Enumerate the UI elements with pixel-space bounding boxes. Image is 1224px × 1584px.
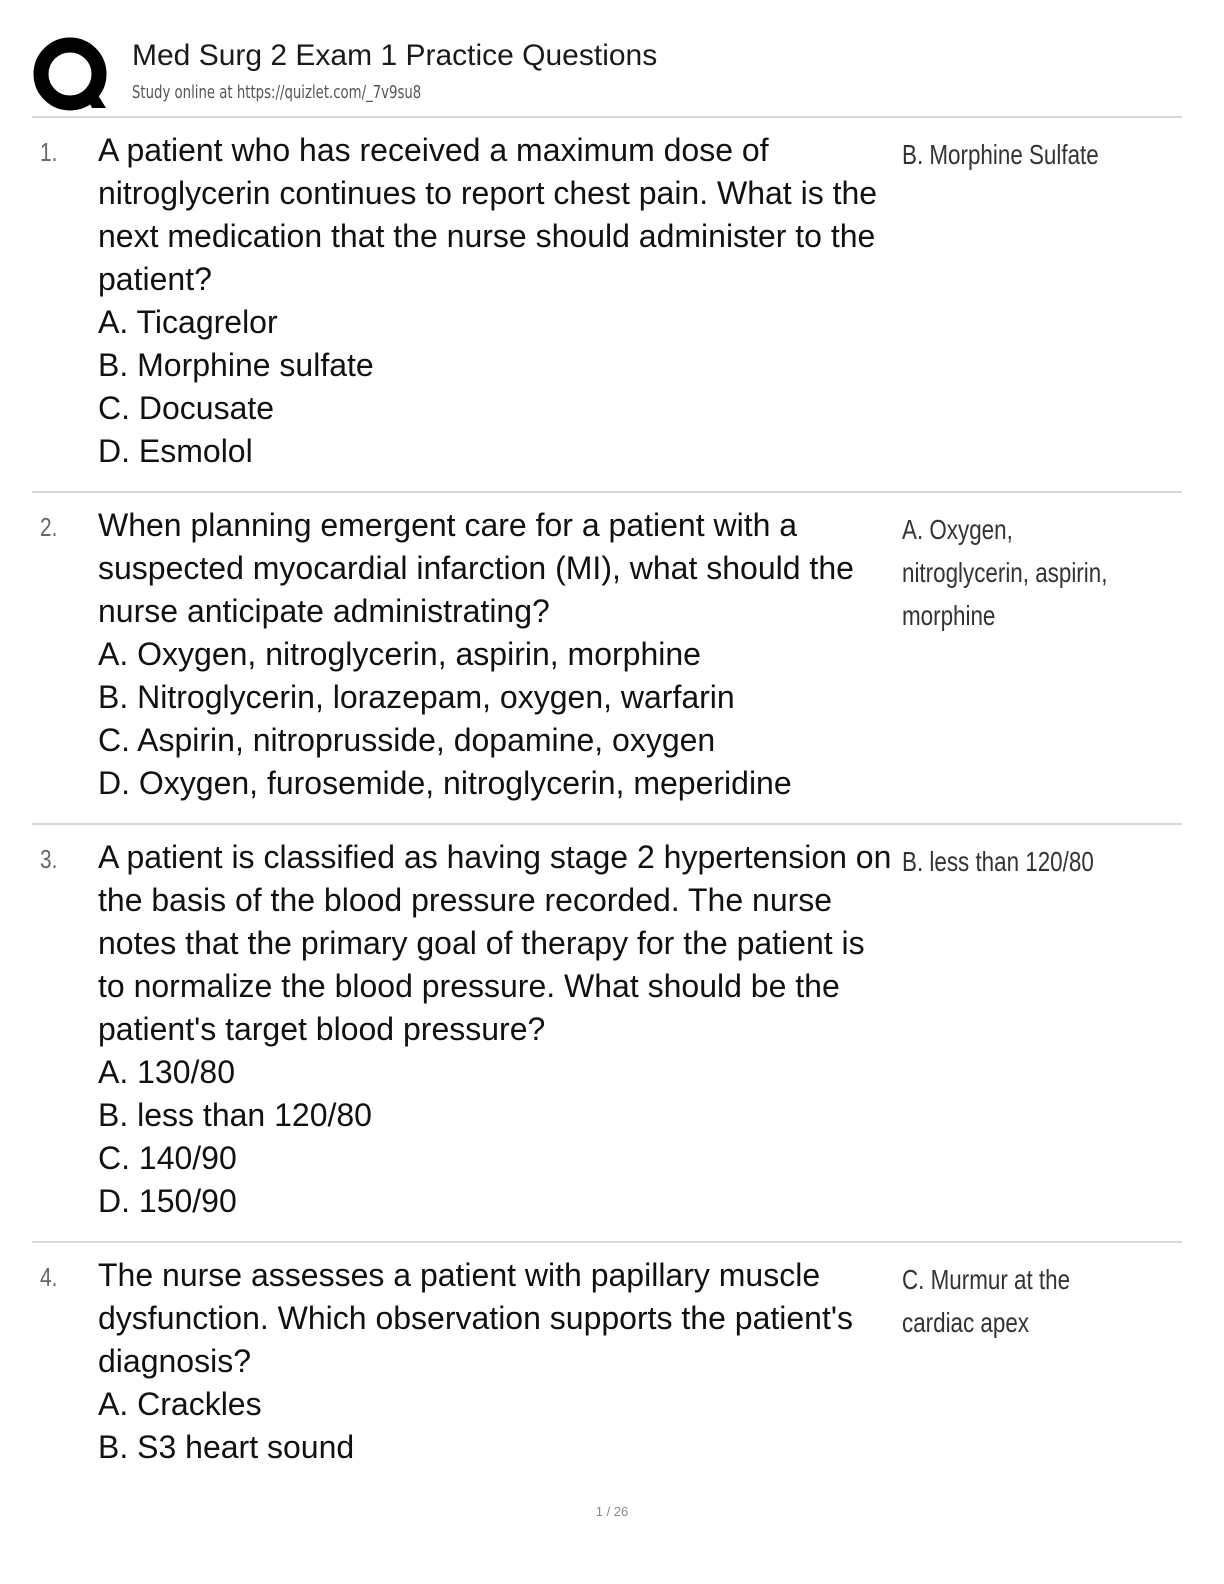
correct-answer: C. Murmur at the cardiac apex	[902, 1264, 1071, 1338]
question-body	[98, 129, 898, 473]
divider	[32, 491, 1182, 493]
question-body	[98, 504, 898, 805]
answer-option: A. 130/80	[98, 1054, 235, 1090]
answer-option: D. Esmolol	[98, 433, 253, 469]
answer-option: B. S3 heart sound	[98, 1429, 355, 1465]
divider	[32, 116, 1182, 118]
answer-option: D. 150/90	[98, 1183, 237, 1219]
page-number: 1 / 26	[595, 1504, 629, 1519]
question-body	[98, 836, 898, 1223]
answer-option: A. Crackles	[98, 1386, 262, 1422]
answer-option: B. Nitroglycerin, lorazepam, oxygen, warfarin	[98, 679, 735, 715]
question-text: When planning emergent care for a patient with a suspected myocardial infarction (MI), what should the nurse anticipate administrating?	[98, 507, 854, 629]
question-number: 3.	[40, 844, 58, 874]
answer-option: C. Docusate	[98, 390, 275, 426]
answer-option: B. less than 120/80	[98, 1097, 372, 1133]
study-online-link[interactable]: Study online at https://quizlet.com/_7v9su8	[132, 82, 422, 103]
question-body	[98, 1254, 898, 1469]
answer-option: C. Aspirin, nitroprusside, dopamine, oxygen	[98, 722, 716, 758]
question-number: 1.	[40, 137, 58, 167]
quizlet-logo-icon	[32, 36, 114, 118]
answer-option: B. Morphine sulfate	[98, 347, 374, 383]
question-text: The nurse assesses a patient with papillary muscle dysfunction. Which observation supports the patient's diagnosis?	[98, 1257, 853, 1379]
correct-answer: A. Oxygen, nitroglycerin, aspirin, morphine	[902, 514, 1108, 631]
divider	[32, 1241, 1182, 1243]
answer-option: A. Ticagrelor	[98, 304, 278, 340]
question-number: 2.	[40, 512, 58, 542]
correct-answer: B. Morphine Sulfate	[902, 139, 1099, 170]
question-text: A patient is classified as having stage 2 hypertension on the basis of the blood pressure recorded. The nurse notes that the primary goal of therapy for the patient is to normalize the blood pressure. What should be the patient's target blood pressure?	[98, 839, 892, 1047]
question-number: 4.	[40, 1262, 58, 1292]
document-title: Med Surg 2 Exam 1 Practice Questions	[132, 39, 658, 72]
correct-answer: B. less than 120/80	[902, 846, 1094, 877]
question-text: A patient who has received a maximum dose of nitroglycerin continues to report chest pain. What is the next medication that the nurse should administer to the patient?	[98, 132, 878, 297]
divider	[32, 823, 1182, 825]
answer-option: C. 140/90	[98, 1140, 237, 1176]
document-header	[32, 30, 1182, 118]
answer-option: D. Oxygen, furosemide, nitroglycerin, meperidine	[98, 765, 792, 801]
answer-option: A. Oxygen, nitroglycerin, aspirin, morphine	[98, 636, 701, 672]
